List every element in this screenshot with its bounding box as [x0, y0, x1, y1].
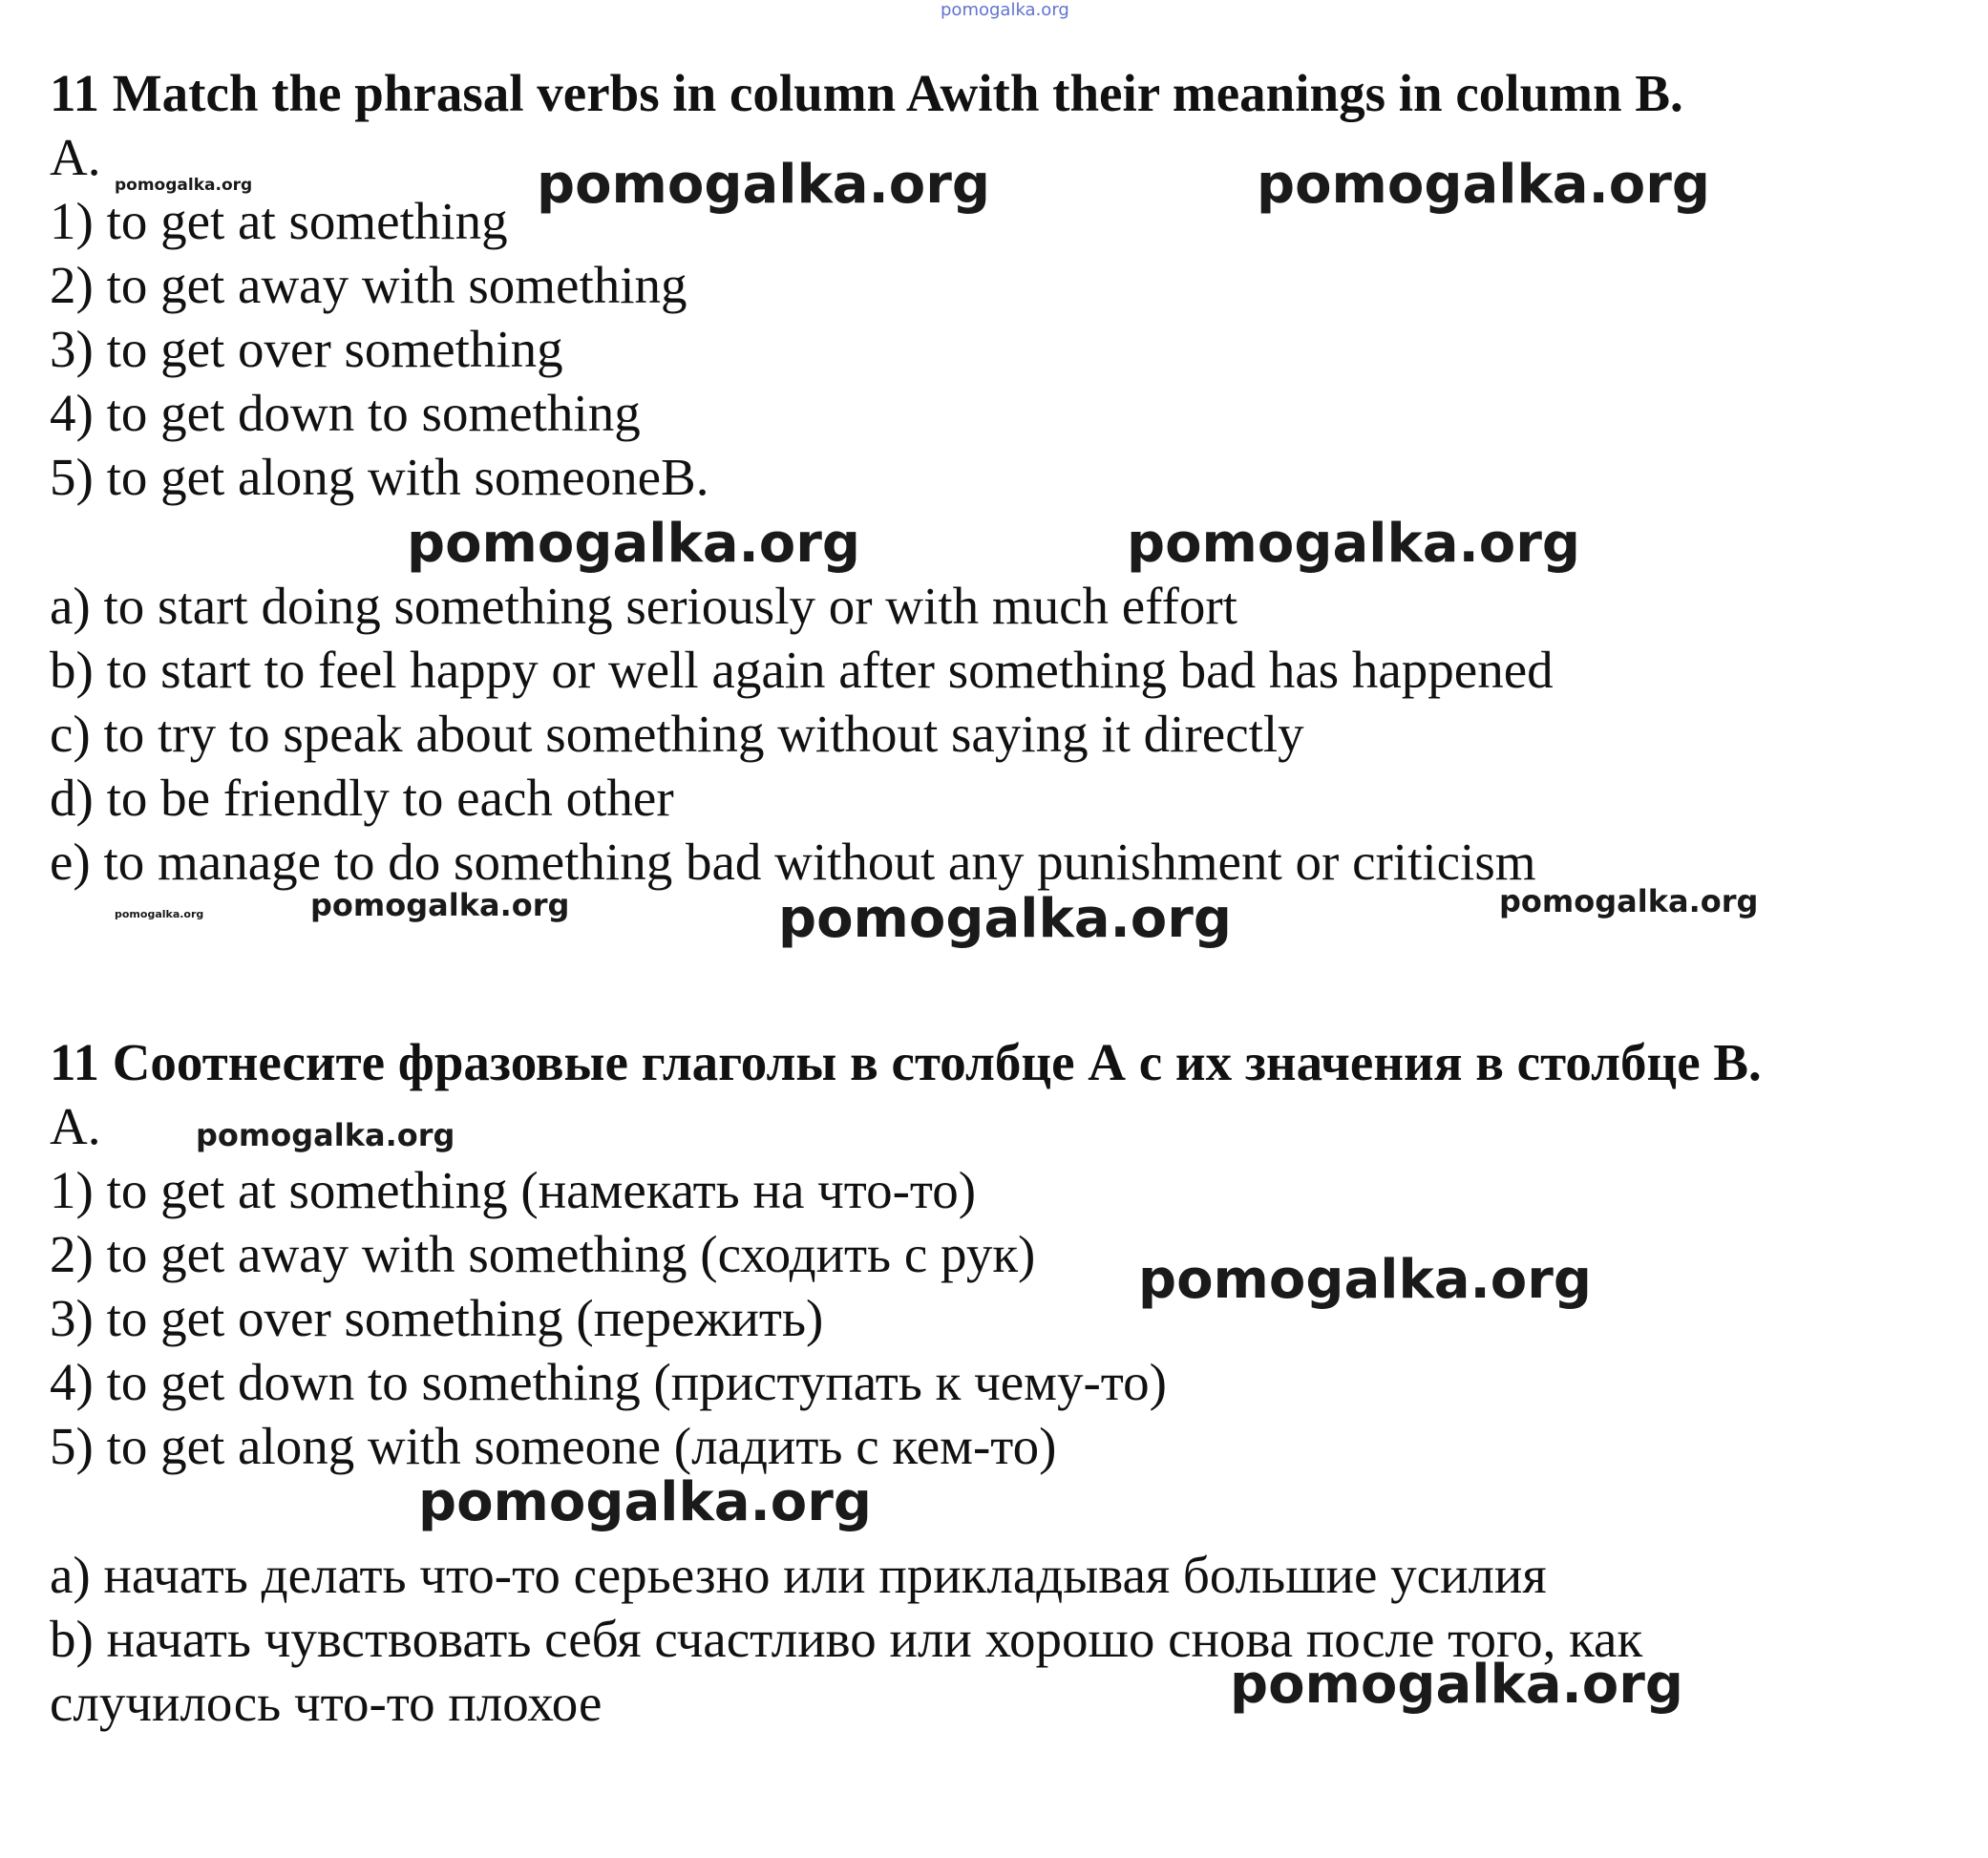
watermark: pomogalka.org: [1138, 1249, 1592, 1311]
english-meaning-d: d) to be friendly to each other: [50, 769, 674, 827]
watermark: pomogalka.org: [115, 908, 204, 920]
watermark: pomogalka.org: [418, 1471, 872, 1533]
watermark: pomogalka.org: [196, 1117, 455, 1153]
watermark: pomogalka.org: [310, 887, 570, 923]
watermark-top: pomogalka.org: [941, 0, 1069, 20]
english-item-4: 4) to get down to something: [50, 384, 641, 442]
watermark: pomogalka.org: [1257, 154, 1710, 216]
watermark: pomogalka.org: [1230, 1654, 1683, 1716]
russian-heading: 11 Соотнесите фразовые глаголы в столбце А с их значения в столбце В.: [50, 1033, 1762, 1091]
russian-meaning-b: b) начать чувствовать себя счастливо или хорошо снова после того, как: [50, 1610, 1643, 1668]
english-heading: 11 Match the phrasal verbs in column Awith their meanings in column B.: [50, 64, 1683, 122]
russian-meaning-a: a) начать делать что-то серьезно или прикладывая большие усилия: [50, 1546, 1547, 1604]
russian-item-4: 4) to get down to something (приступать к чему-то): [50, 1353, 1167, 1411]
english-meaning-b: b) to start to feel happy or well again after something bad has happened: [50, 641, 1554, 699]
watermark: pomogalka.org: [407, 513, 860, 575]
english-item-2: 2) to get away with something: [50, 256, 687, 314]
watermark: pomogalka.org: [537, 154, 990, 216]
watermark: pomogalka.org: [1499, 883, 1759, 919]
watermark: pomogalka.org: [115, 176, 253, 195]
russian-item-1: 1) to get at something (намекать на что-то): [50, 1161, 977, 1219]
russian-item-5: 5) to get along with someone (ладить с кем-то): [50, 1417, 1057, 1475]
english-meaning-c: c) to try to speak about something without saying it directly: [50, 705, 1304, 763]
english-item-3: 3) to get over something: [50, 320, 563, 378]
russian-item-2: 2) to get away with something (сходить с рук): [50, 1225, 1036, 1283]
russian-column-a-label: А.: [50, 1097, 101, 1155]
watermark: pomogalka.org: [778, 888, 1232, 950]
russian-item-3: 3) to get over something (пережить): [50, 1289, 824, 1347]
english-meaning-a: a) to start doing something seriously or with much effort: [50, 577, 1237, 635]
english-item-5: 5) to get along with someoneB.: [50, 448, 709, 506]
russian-meaning-b-continued: случилось что-то плохое: [50, 1674, 603, 1732]
watermark: pomogalka.org: [1127, 513, 1580, 575]
english-column-a-label: A.: [50, 128, 101, 186]
english-meaning-e: e) to manage to do something bad without any punishment or criticism: [50, 833, 1536, 891]
english-item-1: 1) to get at something: [50, 192, 508, 250]
